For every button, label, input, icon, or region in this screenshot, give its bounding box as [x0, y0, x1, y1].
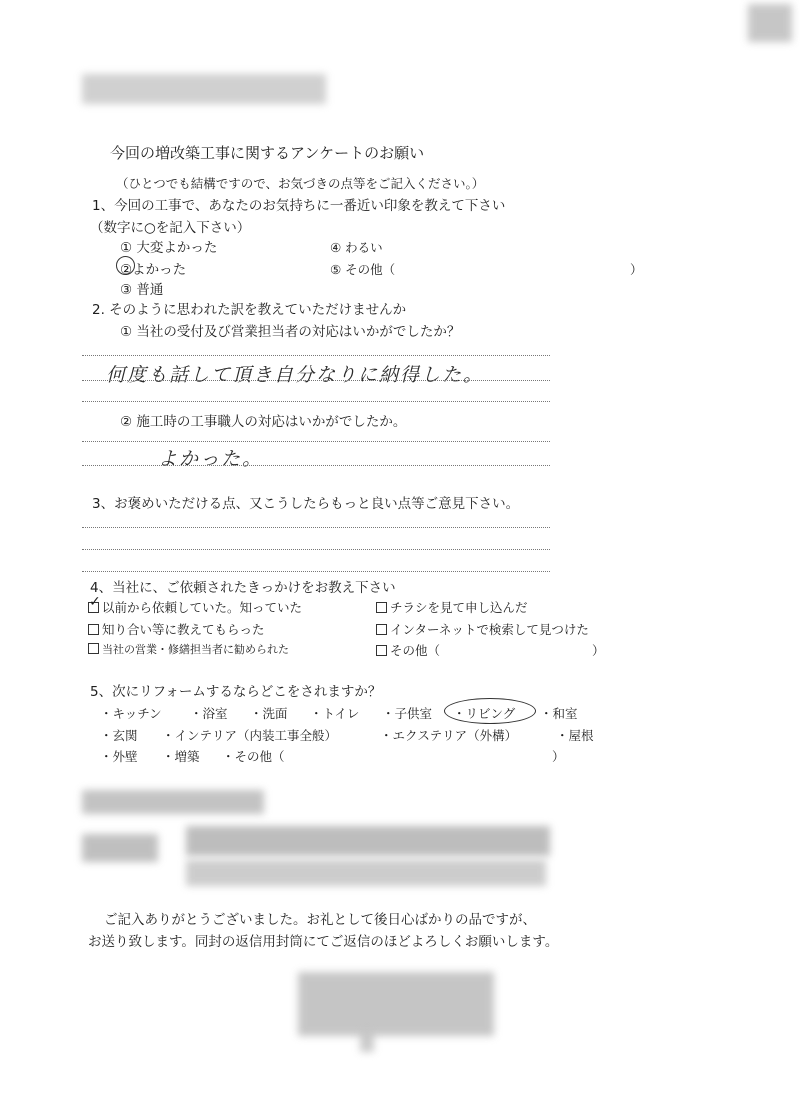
q4-option-6: その他（ — [376, 641, 440, 659]
checkbox — [376, 645, 387, 656]
page-title: 今回の増改築工事に関するアンケートのお願い — [110, 144, 425, 162]
q5-row1-toilet: ・トイレ — [310, 706, 360, 721]
q5-row2-exterior: ・エクステリア（外構） — [380, 728, 518, 743]
q2-answer2-handwriting: よかった。 — [158, 448, 264, 470]
selected-option-ellipse — [444, 698, 536, 724]
q5-row1-bath: ・浴室 — [190, 706, 228, 721]
redacted-company-stamp — [298, 972, 494, 1036]
q4-option-3: 知り合い等に教えてもらった — [88, 620, 265, 638]
redacted-address-line1 — [186, 826, 550, 856]
q2-sub1: ① 当社の受付及び営業担当者の対応はいかがでしたか？ — [120, 324, 461, 340]
q4-option-2: チラシを見て申し込んだ — [376, 598, 528, 616]
page-subtitle: （ひとつでも結構ですので、お気づきの点等をご記入ください。） — [116, 176, 485, 191]
q5-row1-japanese-room: ・和室 — [540, 706, 578, 721]
redacted-corner-mark — [748, 4, 792, 42]
q5-row3-extension: ・増築 — [162, 749, 200, 764]
q5-row2-interior: ・インテリア（内装工事全般） — [162, 728, 338, 743]
checkbox — [88, 643, 99, 654]
q1-option-3: ③ 普通 — [120, 282, 164, 298]
q2-sub2: ② 施工時の工事職人の対応はいかがでしたか。 — [120, 414, 407, 430]
answer-line — [82, 465, 550, 466]
q2-question: 2. そのように思われた訳を教えていただけませんか — [92, 302, 407, 318]
q4-option-1: ✓ 以前から依頼していた。知っていた — [89, 594, 303, 615]
q2-answer1-handwriting: 何度も話して頂き自分なりに納得した。 — [106, 364, 485, 386]
answer-line — [82, 380, 550, 381]
q5-row1-washroom: ・洗面 — [250, 706, 288, 721]
answer-line — [82, 527, 550, 528]
redacted-company-stamp-tail — [360, 1030, 374, 1052]
q5-row2-entrance: ・玄関 — [100, 728, 138, 743]
q1-option-5: ⑤ その他（ — [330, 262, 396, 277]
selected-option-circle — [116, 256, 135, 275]
q1-option-2: ②よかった — [120, 262, 187, 278]
q5-row1-kids-room: ・子供室 — [382, 706, 433, 721]
redacted-respondent-label — [82, 790, 264, 814]
q4-option-4: インターネットで検索して見つけた — [376, 620, 589, 638]
checkbox — [376, 602, 387, 613]
q4-option-5: 当社の営業・修繕担当者に勧められた — [88, 641, 289, 657]
q5-question: 5、次にリフォームするならどこをされますか？ — [90, 684, 382, 700]
q4-question: 4、当社に、ご依頼されたきっかけをお教え下さい — [90, 580, 396, 596]
q1-instruction: （数字に○を記入下さい） — [90, 220, 251, 236]
redacted-address-label — [82, 834, 158, 862]
redacted-address-line2 — [186, 860, 546, 886]
answer-line — [82, 441, 550, 442]
answer-line — [82, 571, 550, 572]
q1-question: 1、今回の工事で、あなたのお気持ちに一番近い印象を教えて下さい — [92, 198, 506, 214]
q1-option-1: ① 大変よかった — [120, 240, 218, 256]
closing-line-2: お送り致します。同封の返信用封筒にてご返信のほどよろしくお願いします。 — [88, 934, 559, 950]
answer-line — [82, 355, 550, 356]
q5-row2-roof: ・屋根 — [556, 728, 594, 743]
answer-line — [82, 401, 550, 402]
q4-close-paren: ） — [592, 643, 605, 658]
q5-row1-living: ・リビング — [453, 706, 516, 721]
closing-line-1: ご記入ありがとうございました。お礼として後日心ばかりの品ですが、 — [104, 912, 536, 928]
q5-close-paren: ） — [552, 749, 565, 764]
q1-option-4: ④ わるい — [330, 240, 383, 255]
checkbox-checked — [88, 594, 101, 613]
q3-question: 3、お褒めいただける点、又こうしたらもっと良い点等ご意見下さい。 — [92, 496, 520, 512]
q5-row3-other: ・その他（ — [222, 749, 285, 764]
check-mark-icon: ✓ — [89, 594, 101, 610]
redacted-header-name — [82, 74, 326, 104]
checkbox — [88, 624, 99, 635]
q5-row3-outer-wall: ・外壁 — [100, 749, 138, 764]
q5-row1-kitchen: ・キッチン — [100, 706, 162, 721]
answer-line — [82, 549, 550, 550]
q1-close-paren: ） — [630, 262, 643, 277]
checkbox — [376, 624, 387, 635]
